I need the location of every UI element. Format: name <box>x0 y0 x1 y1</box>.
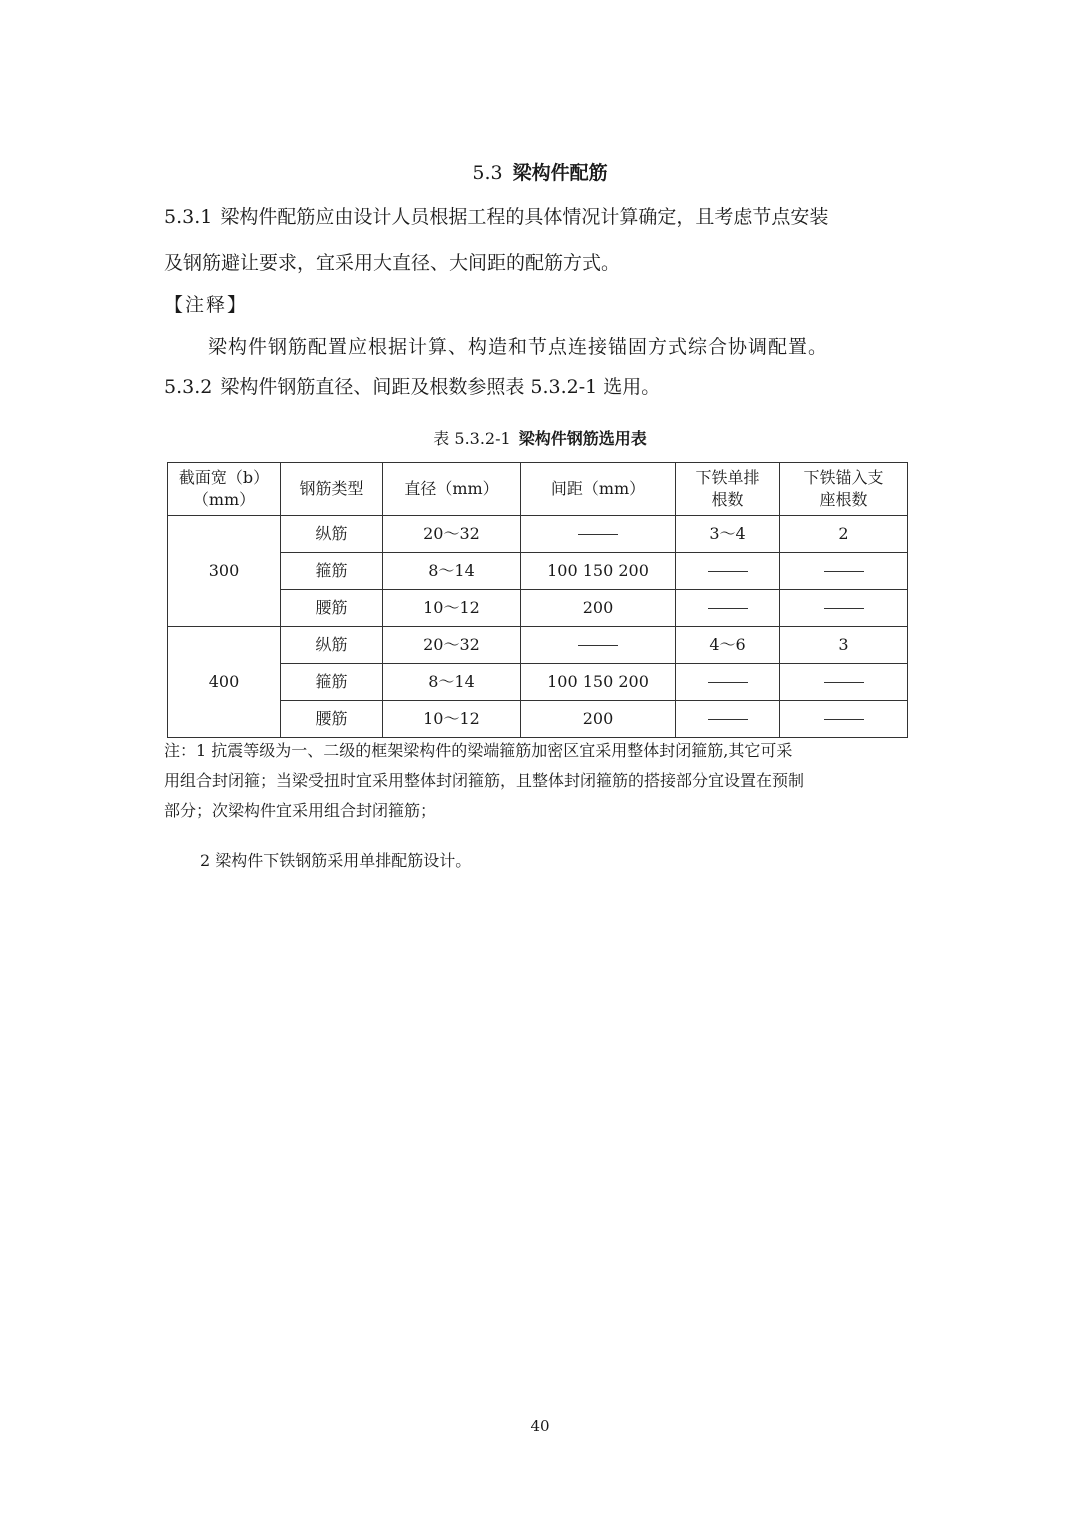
note-body: 梁构件钢筋配置应根据计算、构造和节点连接锚固方式综合协调配置。 <box>208 336 829 358</box>
clause-5-3-1-line2: 及钢筋避让要求，宜采用大直径、大间距的配筋方式。 <box>164 252 621 274</box>
clause-5-3-2 <box>164 364 924 410</box>
rebar-type-cell: 腰筋 <box>281 701 383 738</box>
header-anchor-count-line1: 下铁锚入支 <box>803 468 884 487</box>
table-caption <box>0 426 1080 449</box>
table-header-row <box>168 463 908 516</box>
header-anchor-count-line2: 座根数 <box>819 490 868 509</box>
dash-mark <box>824 571 864 572</box>
table-row <box>168 627 908 664</box>
dash-mark <box>708 719 748 720</box>
spacing-cell <box>521 627 676 664</box>
anchor-count-cell <box>780 553 908 590</box>
dash-mark <box>578 534 618 535</box>
section-title <box>0 158 1080 185</box>
note-heading: 【注释】 <box>164 294 249 316</box>
rebar-type-cell: 箍筋 <box>281 553 383 590</box>
rebar-type-cell: 纵筋 <box>281 516 383 553</box>
header-bottom-count-line1: 下铁单排 <box>695 468 760 487</box>
anchor-count-cell <box>780 701 908 738</box>
bottom-count-cell <box>676 664 780 701</box>
dash-mark <box>824 608 864 609</box>
bottom-count-cell: 3～4 <box>676 516 780 553</box>
dash-mark <box>708 682 748 683</box>
table-note-2: 2 梁构件下铁钢筋采用单排配筋设计。 <box>200 851 472 870</box>
clause-5-3-1-number: 5.3.1 <box>164 206 213 228</box>
clause-5-3-1-text1: 梁构件配筋应由设计人员根据工程的具体情况计算确定，且考虑节点安装 <box>220 206 829 228</box>
table-row <box>168 516 908 553</box>
dash-mark <box>578 645 618 646</box>
anchor-count-cell: 3 <box>780 627 908 664</box>
header-width-line1: 截面宽（b） <box>178 468 270 487</box>
rebar-type-cell: 箍筋 <box>281 664 383 701</box>
clause-5-3-2-text: 梁构件钢筋直径、间距及根数参照表 5.3.2-1 选用。 <box>220 376 661 398</box>
rebar-type-cell: 纵筋 <box>281 627 383 664</box>
header-bottom-count <box>676 463 780 516</box>
spacing-cell: 200 <box>521 590 676 627</box>
section-number: 5.3 <box>472 162 503 184</box>
spacing-cell: 100 150 200 <box>521 664 676 701</box>
bottom-count-cell <box>676 590 780 627</box>
header-rebar-type: 钢筋类型 <box>281 463 383 516</box>
section-width-cell: 400 <box>168 627 281 738</box>
anchor-count-cell <box>780 664 908 701</box>
spacing-cell: 100 150 200 <box>521 553 676 590</box>
clause-5-3-1 <box>164 194 924 286</box>
anchor-count-cell: 2 <box>780 516 908 553</box>
table-note-1 <box>164 736 924 826</box>
bottom-count-cell <box>676 701 780 738</box>
clause-5-3-1-line1 <box>164 194 924 240</box>
bottom-count-cell <box>676 553 780 590</box>
section-width-cell: 300 <box>168 516 281 627</box>
diameter-cell: 8～14 <box>383 553 521 590</box>
diameter-cell: 20～32 <box>383 516 521 553</box>
header-section-width <box>168 463 281 516</box>
dash-mark <box>824 719 864 720</box>
dash-mark <box>824 682 864 683</box>
bottom-count-cell: 4～6 <box>676 627 780 664</box>
table-note-1-line1: 注：1 抗震等级为一、二级的框架梁构件的梁端箍筋加密区宜采用整体封闭箍筋,其它可采 <box>164 741 793 760</box>
dash-mark <box>708 571 748 572</box>
spacing-cell <box>521 516 676 553</box>
header-width-line2: （mm） <box>192 490 256 509</box>
spacing-cell: 200 <box>521 701 676 738</box>
table-caption-number: 表 5.3.2-1 <box>433 429 511 448</box>
diameter-cell: 20～32 <box>383 627 521 664</box>
header-anchor-count <box>780 463 908 516</box>
header-diameter: 直径（mm） <box>383 463 521 516</box>
table-note-1-line2: 用组合封闭箍；当梁受扭时宜采用整体封闭箍筋，且整体封闭箍筋的搭接部分宜设置在预制 <box>164 771 805 790</box>
header-bottom-count-line2: 根数 <box>711 490 744 509</box>
table-caption-title: 梁构件钢筋选用表 <box>518 429 647 448</box>
table-note-1-line3: 部分；次梁构件宜采用组合封闭箍筋； <box>164 801 437 820</box>
rebar-type-cell: 腰筋 <box>281 590 383 627</box>
section-title-text: 梁构件配筋 <box>512 162 608 184</box>
clause-5-3-2-number: 5.3.2 <box>164 376 213 398</box>
diameter-cell: 10～12 <box>383 701 521 738</box>
header-spacing: 间距（mm） <box>521 463 676 516</box>
dash-mark <box>708 608 748 609</box>
diameter-cell: 8～14 <box>383 664 521 701</box>
rebar-selection-table <box>167 462 908 738</box>
diameter-cell: 10～12 <box>383 590 521 627</box>
page-number: 40 <box>530 1417 550 1435</box>
anchor-count-cell <box>780 590 908 627</box>
